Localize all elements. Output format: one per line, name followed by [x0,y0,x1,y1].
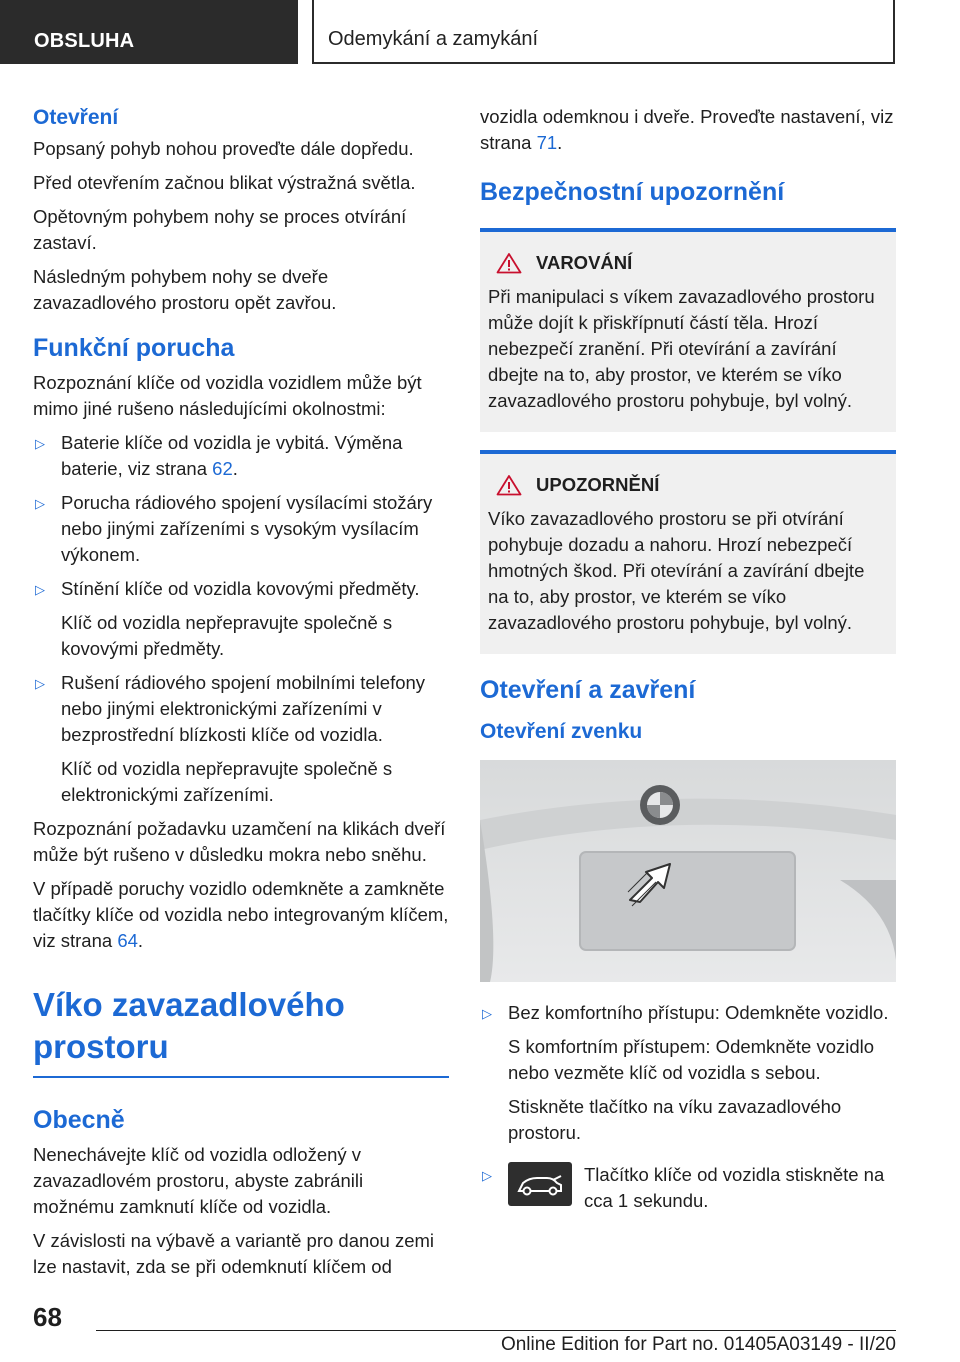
warning-text: Při manipulaci s víkem zavazadlového prostoru může dojít k přiskřípnutí částí těla. Hrozí nebezpečí zranění. Při otevírání a zavírání dbejte na to, aby prostor, ve kterém se víko zavazadlového prostoru pohybuje, byl volný. [488,286,875,411]
warning-triangle-icon [496,252,522,274]
heading-fault: Funkční porucha [33,334,235,362]
paragraph: V případě poruchy vozidlo odemkněte a zamkněte tlačítky klíče od vozidla nebo integrovaným klíčem, viz strana 64. [33,878,449,951]
notice-box [480,450,896,654]
heading-open-close: Otevření a zavření [480,676,696,704]
paragraph: Opětovným pohybem nohy se proces otvírání zastaví. [33,206,407,253]
warning-triangle-icon [496,474,522,496]
paragraph: V závislosti na výbavě a variantě pro danou zemi lze nastavit, zda se při odemknutí klíčem od [33,1230,435,1277]
paragraph: Před otevřením začnou blikat výstražná světla. [33,172,416,193]
page-number: 68 [33,1302,62,1332]
car-trunk-key-icon [508,1162,572,1206]
triangle-right-icon: ▷ [482,1168,492,1183]
list-item: ▷ Rušení rádiového spojení mobilními telefony nebo jinými elektronickými zařízeními v bezprostřední blízkosti klíče od vozidla. Klíč od vozidla nepřepravujte společně s elektronickými zařízeními. [35,672,426,805]
footer-divider [96,1330,896,1331]
page-link-64[interactable]: 64 [117,930,138,951]
paragraph: Následným pohybem nohy se dveře zavazadlového prostoru opět zavřou. [33,266,337,313]
left-column [33,104,449,1288]
notice-title: UPOZORNĚNÍ [536,474,660,495]
list-item: ▷ Tlačítko klíče od vozidla stiskněte na cca 1 sekundu. [482,1164,885,1211]
footer-edition: Online Edition for Part no. 01405A03149 - II/20 [500,1334,896,1355]
paragraph: Nenechávejte klíč od vozidla odložený v zavazadlovém prostoru, abyste zabránili možnému zamknutí klíče od vozidla. [33,1144,364,1217]
triangle-right-icon: ▷ [482,1006,492,1021]
notice-text: Víko zavazadlového prostoru se při otvírání pohybuje dozadu a nahoru. Hrozí nebezpečí hmotných škod. Při otevírání a zavírání dbejte na to, aby prostor, ve kterém se víko zavazadlového prostoru pohybuje, byl volný. [488,508,865,633]
list-item: ▷ Bez komfortního přístupu: Odemkněte vozidlo. S komfortním přístupem: Odemkněte vozidlo nebo vezměte klíč od vozidla s sebou. Stiskněte tlačítko na víku zavazadlového prostoru. [482,1002,889,1143]
heading-safety: Bezpečnostní upozornění [480,178,785,206]
warning-box [480,228,896,432]
triangle-right-icon: ▷ [35,676,45,691]
warning-title: VAROVÁNÍ [536,252,633,273]
right-column [480,104,896,1222]
page-link-62[interactable]: 62 [212,458,233,479]
heading-trunk: Víko zavazadlového prostoru [33,984,449,1078]
chapter-title: Odemykání a zamykání [312,0,895,64]
list-item: ▷ Porucha rádiového spojení vysílacími stožáry nebo jinými zařízeními s vysokým vysílacím výkonem. [35,492,433,565]
heading-general: Obecně [33,1106,125,1134]
heading-open-outside: Otevření zvenku [480,720,643,743]
paragraph: Popsaný pohyb nohou proveďte dále dopředu. [33,138,414,159]
list-item: ▷ Stínění klíče od vozidla kovovými předměty. Klíč od vozidla nepřepravujte společně s kovovými předměty. [35,578,420,659]
section-label: OBSLUHA [0,0,298,64]
list-item: ▷ Baterie klíče od vozidla je vybitá. Výměna baterie, viz strana 62. [35,432,403,479]
paragraph: Rozpoznání klíče od vozidla vozidlem může být mimo jiné rušeno následujícími okolnostmi: [33,372,422,419]
heading-open: Otevření [33,106,119,129]
triangle-right-icon: ▷ [35,436,45,451]
triangle-right-icon: ▷ [35,496,45,511]
trunk-lid-photo [480,760,896,982]
paragraph: Rozpoznání požadavku uzamčení na klikách dveří může být rušeno v důsledku mokra nebo sněhu. [33,818,446,865]
page-header [0,0,960,66]
triangle-right-icon: ▷ [35,582,45,597]
page-link-71[interactable]: 71 [536,132,558,153]
paragraph: vozidla odemknou i dveře. Proveďte nastavení, viz strana 71. [480,106,894,153]
